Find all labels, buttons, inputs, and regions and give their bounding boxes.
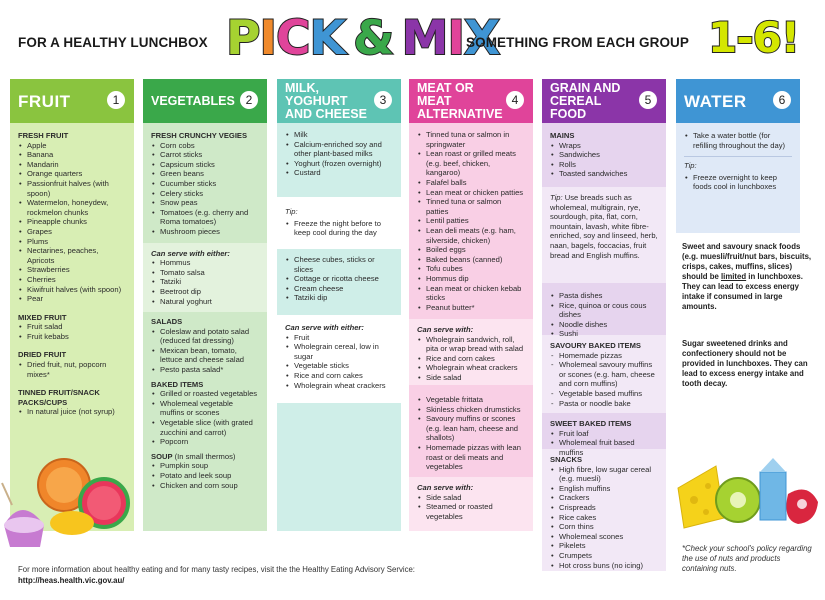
section-title: Can serve with either: [151,248,230,258]
list-item: • High fibre, low sugar cereal (e.g. muesli) [550,465,658,484]
list-item: • Lean deli meats (e.g. ham, silverside, chicken) [417,226,525,245]
list-item: • Rice, quinoa or cous cous dishes [550,301,658,320]
list-item: • Vegetable slice (with grated zucchini and carrot) [151,418,259,437]
section-title: FRESH FRUIT [18,131,69,140]
list-item: • Pear [18,294,126,304]
dairy-filler [277,403,401,531]
group-number: 2 [240,91,258,109]
column-title: FRUIT [18,91,71,111]
list-item: • Toasted sandwiches [550,169,658,179]
list-item: • Take a water bottle (for refilling throughout the day) [684,131,792,150]
list-item: • English muffins [550,484,658,494]
list-item: • Wholemeal fruit based muffins [550,438,658,457]
list-item: • Nectarines, peaches, Apricots [18,246,126,265]
list-item: • Green beans [151,169,259,179]
logo-letter: X [463,11,500,66]
meat-items [409,123,533,319]
list-item: • Celery sticks [151,189,259,199]
section-title [151,452,259,462]
column-header-grain [542,79,666,123]
list-item: • Hommus dip [417,274,525,284]
list-item: • Freeze the night before to keep cool during the day [285,219,393,238]
list-item: • Corn thins [550,522,658,532]
logo-letter: P [226,11,260,66]
item-list [550,351,658,409]
list-item: • Wholegrain wheat crackers [285,381,393,391]
tip-label: Tip: [550,193,563,202]
list-item: • Milk [285,130,393,140]
column-grain [542,79,666,570]
lemon-icon [50,511,94,535]
list-item: • Wraps [550,141,658,151]
sweet-baked [542,413,666,457]
list-item: • Rice cakes [550,513,658,523]
column-body [143,123,267,531]
dairy-items-2 [277,249,401,315]
item-list [151,327,259,375]
section-title: SWEET BAKED ITEMS [550,419,632,428]
list-item: • Pasta dishes [550,291,658,301]
tip-box [277,197,401,249]
bread-tip [550,193,658,260]
list-item: • Freeze overnight to keep foods cool in lunchboxes [684,173,792,192]
list-item: • Hot cross buns (no icing) [550,561,658,571]
list-item: • Homemade pizzas with lean roast or deli meats and vegetables [417,443,525,472]
list-item: • Pineapple chunks [18,217,126,227]
list-item: • Tatziki [151,277,259,287]
column-header-fruit [10,79,134,123]
list-item: • Sandwiches [550,150,658,160]
list-item: • Side salad [417,493,525,503]
item-list [684,131,792,150]
section-title: Can serve with: [417,483,474,492]
savoury-baked [542,335,666,413]
list-item: • In natural juice (not syrup) [18,407,126,417]
list-item: • Peanut butter* [417,303,525,313]
snack-note-limited: limited [721,272,747,281]
header-left-slogan: FOR A HEALTHY LUNCHBOX [18,35,208,50]
list-item: • Tomatoes (e.g. cherry and Roma tomatoes) [151,208,259,227]
list-item: • Noodle dishes [550,320,658,330]
list-item: • Carrot sticks [151,150,259,160]
list-item: • Yoghurt (frozen overnight) [285,159,393,169]
list-item: • Tomato salsa [151,268,259,278]
item-list [18,141,126,304]
item-list [151,258,259,306]
footer [18,564,415,586]
column-title: MILK, YOGHURT AND CHEESE [285,80,367,121]
item-list [151,461,259,490]
item-list [550,465,658,571]
column-header-water [676,79,800,123]
list-item: • Lean meat or chicken patties [417,188,525,198]
list-item: • Coleslaw and potato salad (reduced fat dressing) [151,327,259,346]
item-list [151,141,259,237]
logo-letter [345,11,353,66]
section-title: Can serve with either: [285,323,364,332]
tip-text: Use breads such as wholemeal, multigrain, rye, sourdough, pita, flat, corn, mountain, lavash, white fibre-enriched, soy and linseed, herb, naan, bagels, foccacias, fruit bread and English muffins. [550,193,658,260]
column-title: VEGETABLES [151,93,235,108]
list-item: • Tofu cubes [417,264,525,274]
item-list [285,130,393,178]
header-right-slogan: SOMETHING FROM EACH GROUP [466,35,690,50]
serve-with-box [409,319,533,385]
list-item: - Homemade pizzas [550,351,658,361]
soup-note: (In small thermos) [172,451,236,461]
column-header-meat [409,79,533,123]
list-item: • Fruit salad [18,322,126,332]
logo-letter: I [259,11,276,66]
list-item: • Strawberries [18,265,126,275]
list-item: - Wholemeal savoury muffins or scones (e.g. ham, cheese and corn muffins) [550,360,658,389]
section-title: MIXED FRUIT [18,312,67,322]
list-item: • Chicken and corn soup [151,481,259,491]
list-item: • Rice and corn cakes [285,371,393,381]
list-item: • Crispreads [550,503,658,513]
list-item: • Skinless chicken drumsticks [417,405,525,415]
item-list [684,173,792,192]
list-item: • Capsicum sticks [151,160,259,170]
list-item: • Savoury muffins or scones (e.g. lean ham, cheese and shallots) [417,414,525,443]
list-item: • Vegetable frittata [417,395,525,405]
list-item: • Wholegrain sandwich, roll, pita or wrap bread with salad [417,335,525,354]
list-item: • Cream cheese [285,284,393,294]
item-list [550,429,658,458]
list-item: - Vegetable based muffins [550,389,658,399]
list-item: • Wholemeal scones [550,532,658,542]
serve-with-box-2 [409,477,533,531]
list-item: • Grilled or roasted vegetables [151,389,259,399]
list-item: • Cucumber sticks [151,179,259,189]
list-item: • Vegetable sticks [285,361,393,371]
list-item: • Wholemeal vegetable muffins or scones [151,399,259,418]
section-title: DRIED FRUIT [18,350,67,360]
column-header-dairy [277,79,401,123]
item-list [417,493,525,522]
list-item: • Mandarin [18,160,126,170]
list-item: • Hommus [151,258,259,268]
item-list [417,335,525,383]
group-count-badge: 1-6! [708,13,800,62]
tip-label: Tip: [285,207,298,216]
item-list [550,141,658,179]
list-item: • Fruit kebabs [18,332,126,342]
section-title: BAKED ITEMS [151,379,204,389]
item-list [18,360,126,379]
logo-letter: & [353,11,394,66]
item-list [285,333,393,391]
serve-with-box [143,243,267,313]
list-item: • Wholegrain wheat crackers [417,363,525,373]
logo-letter: C [275,11,310,66]
dairy-items [277,123,401,197]
group-number: 5 [639,91,657,109]
section-title: TINNED FRUIT/SNACK PACKS/CUPS [18,388,100,407]
item-list [417,130,525,312]
column-title: GRAIN AND CEREAL FOOD [550,80,621,121]
sugar-drinks-note: Sugar sweetened drinks and confectionery should not be provided in lunchboxes. They can lead to excess energy intake and tooth decay. [682,339,808,388]
list-item: • Plums [18,237,126,247]
list-item: • Pikelets [550,541,658,551]
list-item: • Tinned tuna or salmon patties [417,197,525,216]
list-item: • Side salad [417,373,525,383]
list-item: • Popcorn [151,437,259,447]
column-meat [409,79,533,531]
list-item: • Potato and leek soup [151,471,259,481]
section-title: SAVOURY BAKED ITEMS [550,341,641,350]
snack-foods-note [682,242,816,312]
column-title: WATER [684,91,747,111]
list-item: • Dried fruit, nut, popcorn mixes* [18,360,126,379]
section-title: SALADS [151,317,183,327]
item-list [550,291,658,339]
item-list [285,219,393,238]
snack-illustration [676,448,822,542]
list-item: • Mexican bean, tomato, lettuce and cheese salad [151,346,259,365]
nut-policy-footnote: *Check your school's policy regarding the use of nuts and products containing nuts. [682,544,812,573]
fruit-illustration [0,455,135,551]
item-list [417,395,525,472]
list-item: • Lentil patties [417,216,525,226]
section-title: SNACKS [550,455,583,464]
list-item: • Mushroom pieces [151,227,259,237]
list-item: • Corn cobs [151,141,259,151]
list-item: • Pumpkin soup [151,461,259,471]
list-item: • Rolls [550,160,658,170]
section-title: Can serve with: [417,325,474,334]
column-title: MEAT OR MEAT ALTERNATIVE [417,80,503,121]
milk-carton-icon [760,472,786,520]
list-item: • Crackers [550,493,658,503]
tip-box [542,187,666,283]
list-item: • Fruit loaf [550,429,658,439]
list-item: • Boiled eggs [417,245,525,255]
list-item: • Rice and corn cakes [417,354,525,364]
item-list [18,322,126,341]
column-header-vegetables [143,79,267,123]
column-vegetables [143,79,267,531]
list-item: • Custard [285,168,393,178]
group-number: 6 [773,91,791,109]
column-body [277,123,401,531]
list-item: • Watermelon, honeydew, rockmelon chunks [18,198,126,217]
group-number: 1 [107,91,125,109]
grain-snacks [542,449,666,571]
list-item: • Pesto pasta salad* [151,365,259,375]
logo-letter: M [401,11,448,66]
logo-letter [393,11,401,66]
list-item: • Orange quarters [18,169,126,179]
column-body [409,123,533,531]
list-item: • Steamed or roasted vegetables [417,502,525,521]
list-item: • Falafel balls [417,178,525,188]
list-item: • Tatziki dip [285,293,393,303]
column-body [542,123,666,571]
list-item: • Sushi [550,329,658,339]
grain-mains [542,123,666,187]
list-item: • Cheese cubes, sticks or slices [285,255,393,274]
item-list [18,407,126,417]
item-list [285,255,393,303]
list-item: • Apple [18,141,126,151]
list-item: • Natural yoghurt [151,297,259,307]
list-item: • Lean meat or chicken kebab sticks [417,284,525,303]
list-item: • Passionfruit halves (with spoon) [18,179,126,198]
section-title: FRESH CRUNCHY VEGIES [151,131,248,140]
list-item: • Baked beans (canned) [417,255,525,265]
footer-text: For more information about healthy eating and for many tasty recipes, visit the the Healthy Eating Advisory Service: [18,565,415,574]
snack-note-a: Sweet and savoury snack foods (e.g. muesli/fruit/nut bars, biscuits, crisps, cakes, muffins, slices) should be [682,242,812,281]
pick-and-mix-logo [226,10,499,68]
group-number: 3 [374,91,392,109]
section-title: MAINS [550,131,575,140]
list-item: • Snow peas [151,198,259,208]
list-item: • Tinned tuna or salmon in springwater [417,130,525,149]
soup-title: SOUP [151,451,173,461]
list-item: • Fruit [285,333,393,343]
list-item: • Beetroot dip [151,287,259,297]
meat-items-2 [409,385,533,477]
column-dairy [277,79,401,531]
column-body [676,123,800,233]
list-item: • Crumpets [550,551,658,561]
tip-label: Tip: [684,161,697,171]
column-water [676,79,800,233]
serve-with-box [277,315,401,403]
list-item: • Kiwifruit halves (with spoon) [18,285,126,295]
logo-letter: K [309,11,345,66]
list-item: - Pasta or noodle bake [550,399,658,409]
logo-letter: I [447,11,464,66]
list-item: • Cherries [18,275,126,285]
list-item: • Lean roast or grilled meats (e.g. beef, chicken, kangaroo) [417,149,525,178]
footer-link[interactable]: http://heas.health.vic.gov.au/ [18,576,125,585]
item-list [151,389,259,447]
group-number: 4 [506,91,524,109]
list-item: • Wholegrain cereal, low in sugar [285,342,393,361]
list-item: • Banana [18,150,126,160]
list-item: • Cottage or ricotta cheese [285,274,393,284]
list-item: • Calcium-enriched soy and other plant-based milks [285,140,393,159]
list-item: • Grapes [18,227,126,237]
grain-mains-2 [542,283,666,339]
snack-note-b: in lunchboxes. They can lead to excess energy intake if consumed in large amounts. [682,272,803,311]
